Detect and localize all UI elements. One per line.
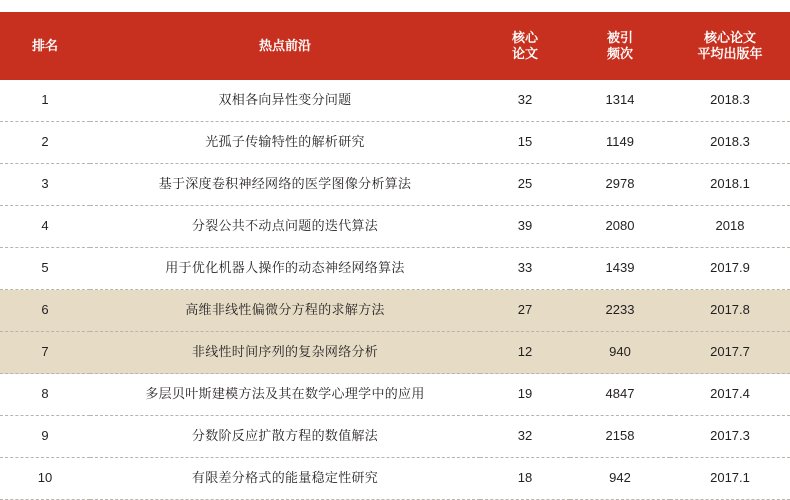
cell-avg-year: 2018 [670,206,790,248]
table-row [0,164,790,206]
table-row [0,332,790,374]
cell-core-papers: 18 [480,458,570,500]
header-avg-year [670,12,790,80]
cell-citations: 2978 [570,164,670,206]
cell-avg-year: 2018.3 [670,122,790,164]
table-row [0,290,790,332]
cell-core-papers: 32 [480,416,570,458]
cell-core-papers: 27 [480,290,570,332]
cell-rank: 9 [0,416,90,458]
header-rank-label: 排名 [31,37,58,53]
header-citations [570,12,670,80]
cell-core-papers: 25 [480,164,570,206]
cell-topic: 用于优化机器人操作的动态神经网络算法 [90,248,480,290]
cell-rank: 5 [0,248,90,290]
cell-rank: 4 [0,206,90,248]
header-topic [90,12,480,80]
header-row [0,12,790,80]
cell-citations: 4847 [570,374,670,416]
header-topic-label: 热点前沿 [258,37,311,53]
cell-topic: 光孤子传输特性的解析研究 [90,122,480,164]
cell-core-papers: 33 [480,248,570,290]
cell-rank: 7 [0,332,90,374]
cell-rank: 10 [0,458,90,500]
cell-topic: 高维非线性偏微分方程的求解方法 [90,290,480,332]
header-core-papers [480,12,570,80]
table-row [0,248,790,290]
cell-avg-year: 2018.3 [670,80,790,122]
hot-topics-table-container [0,6,790,500]
cell-topic: 基于深度卷积神经网络的医学图像分析算法 [90,164,480,206]
table-body [0,80,790,500]
cell-rank: 3 [0,164,90,206]
cell-topic: 分裂公共不动点问题的迭代算法 [90,206,480,248]
header-citations-line2: 频次 [606,46,633,61]
cell-topic: 有限差分格式的能量稳定性研究 [90,458,480,500]
table-header [0,12,790,80]
table-row [0,416,790,458]
cell-core-papers: 32 [480,80,570,122]
header-citations-line1: 被引 [606,29,633,45]
cell-topic: 双相各向异性变分问题 [90,80,480,122]
header-avg-year-line1: 核心论文 [703,29,756,45]
cell-rank: 8 [0,374,90,416]
cell-citations: 942 [570,458,670,500]
cell-avg-year: 2017.4 [670,374,790,416]
cell-citations: 2080 [570,206,670,248]
cell-core-papers: 15 [480,122,570,164]
cell-citations: 1314 [570,80,670,122]
cell-rank: 1 [0,80,90,122]
cell-citations: 2233 [570,290,670,332]
cell-avg-year: 2018.1 [670,164,790,206]
header-core-papers-line1: 核心 [511,29,538,45]
table-row [0,458,790,500]
header-rank [0,12,90,80]
cell-rank: 6 [0,290,90,332]
hot-topics-table [0,12,790,500]
cell-rank: 2 [0,122,90,164]
cell-topic: 分数阶反应扩散方程的数值解法 [90,416,480,458]
cell-avg-year: 2017.1 [670,458,790,500]
cell-citations: 940 [570,332,670,374]
table-row [0,374,790,416]
cell-core-papers: 19 [480,374,570,416]
cell-avg-year: 2017.7 [670,332,790,374]
table-row [0,80,790,122]
cell-citations: 1149 [570,122,670,164]
cell-core-papers: 12 [480,332,570,374]
cell-avg-year: 2017.9 [670,248,790,290]
cell-topic: 非线性时间序列的复杂网络分析 [90,332,480,374]
table-row [0,206,790,248]
cell-citations: 1439 [570,248,670,290]
cell-avg-year: 2017.3 [670,416,790,458]
cell-avg-year: 2017.8 [670,290,790,332]
cell-citations: 2158 [570,416,670,458]
header-core-papers-line2: 论文 [511,46,538,61]
table-row [0,122,790,164]
cell-topic: 多层贝叶斯建模方法及其在数学心理学中的应用 [90,374,480,416]
header-avg-year-line2: 平均出版年 [697,46,763,61]
cell-core-papers: 39 [480,206,570,248]
